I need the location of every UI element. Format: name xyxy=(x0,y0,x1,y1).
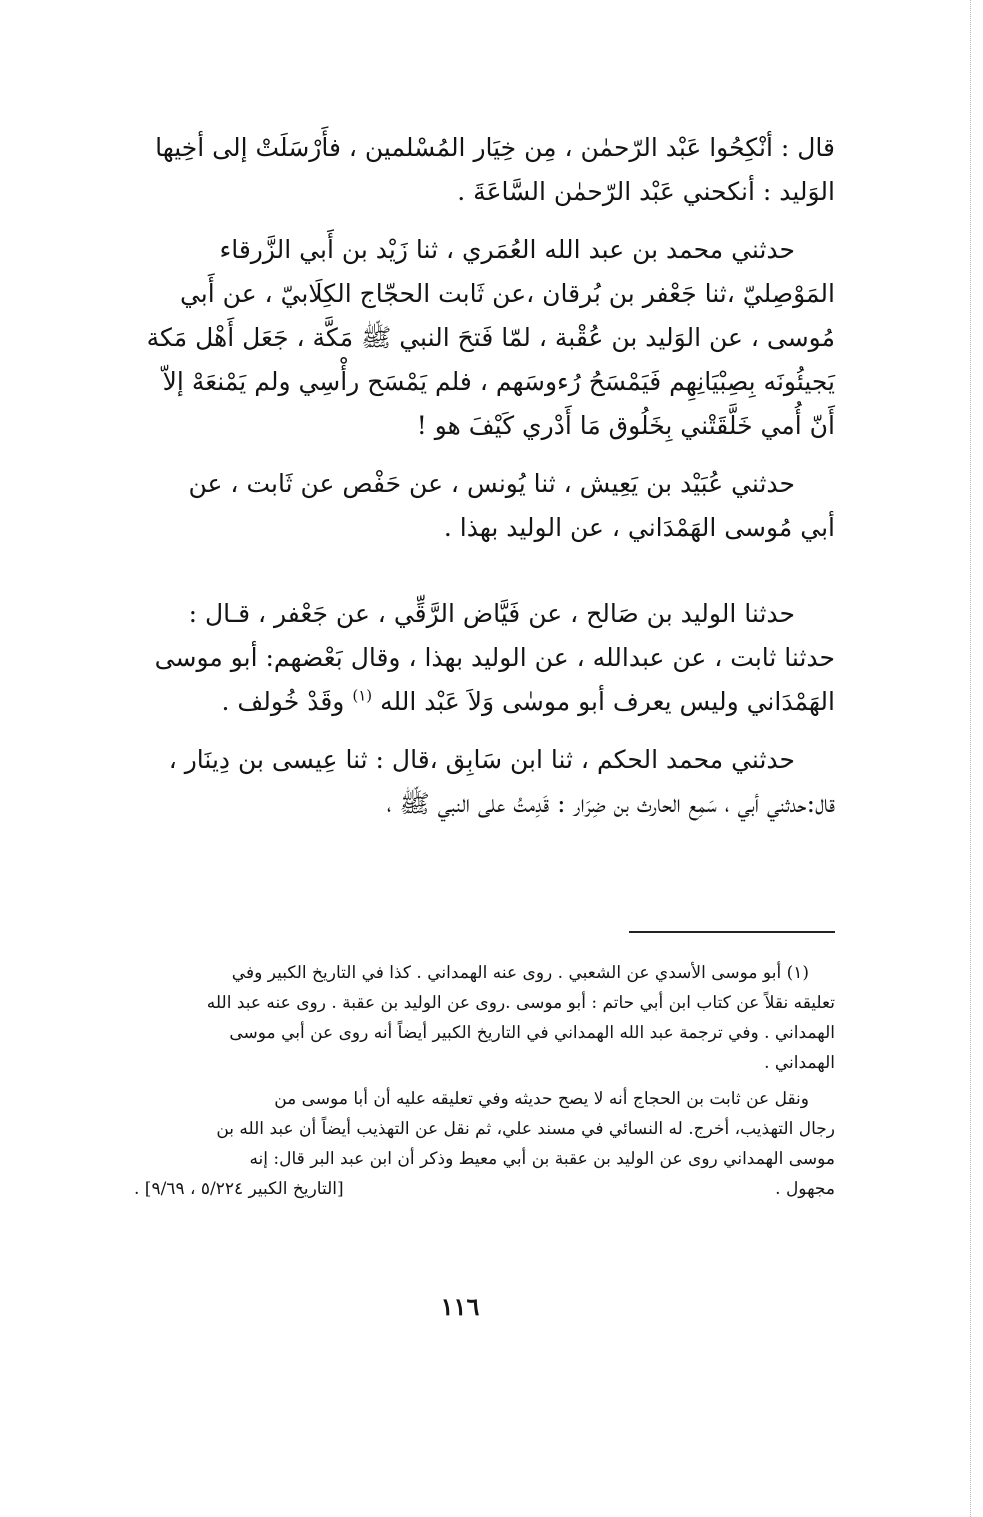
text-line: مُوسى ، عن الوَليد بن عُقْبة ، لمّا فَتحَ النبي ﷺ مَكَّة ، جَعَل أَهْل مَكة xyxy=(146,323,835,352)
text-line: يَجيئُونَه بِصِبْيَانِهِم فَيَمْسَحُ رُءوسَهم ، فلم يَمْسَح رأْسِي ولم يَمْنعَهْ إلاّ xyxy=(162,367,835,396)
main-text xyxy=(132,126,835,826)
paragraph-2 xyxy=(132,228,835,448)
paragraph-5 xyxy=(132,738,835,826)
text-line: حدثني محمد بن عبد الله العُمَري ، ثنا زَيْد بن أَبي الزَّرقاء xyxy=(219,235,795,264)
text-line: حدثني عُبَيْد بن يَعِيش ، ثنا يُونس ، عن حَفْص عن ثَابت ، عن xyxy=(188,469,795,498)
footnote-continuation xyxy=(134,1084,835,1174)
note-line: الهمداني . وفي ترجمة عبد الله الهمداني في التاريخ الكبير أيضاً أنه روى عن أبي موسى xyxy=(229,1023,835,1043)
text-line: قال : أنْكِحُوا عَبْد الرّحمٰن ، مِن خِيَار المُسْلمين ، فأَرْسَلَتْ إلى أخِيها xyxy=(155,133,835,162)
note-line: الهمداني . xyxy=(764,1053,835,1073)
footnote-1 xyxy=(134,958,835,1078)
text-line: الهَمْدَاني وليس يعرف أبو موسٰى وَلاَ عَبْد الله xyxy=(380,687,835,716)
text-line: وقَدْ خُولف . xyxy=(221,687,345,716)
note-line: رجال التهذيب، أخرج. له النسائي في مسند علي، ثم نقل عن التهذيب أيضاً أن عبد الله بن xyxy=(216,1119,835,1139)
text-line: المَوْصِليّ ،ثنا جَعْفر بن بُرقان ،عن ثَابت الحجّاج الكِلَابيّ ، عن أَبي xyxy=(179,279,835,308)
paragraph-3 xyxy=(132,462,835,550)
source-citation: [التاريخ الكبير ٥/٢٢٤ ، ٩/٦٩] . xyxy=(134,1179,344,1199)
footnote-reference: (١) xyxy=(352,686,373,705)
text-line: حدثني محمد الحكم ، ثنا ابن سَابِق ،قال : ثنا عِيسى بن دِينَار ، xyxy=(168,745,795,774)
note-line: موسى الهمداني روى عن الوليد بن عقبة بن أبي معيط وذكر أن ابن عبد البر قال: إنه xyxy=(249,1149,835,1169)
text-line: أبي مُوسى الهَمْدَاني ، عن الوليد بهذا . xyxy=(443,513,835,542)
footnote-divider xyxy=(629,931,835,933)
text-line: حدثنا الوليد بن صَالح ، عن فَيَّاض الرَّقِّي ، عن جَعْفر ، قـال : xyxy=(188,599,795,628)
text-line: الوَليد : أنكحني عَبْد الرّحمٰن السَّاعَةَ . xyxy=(457,177,835,206)
paragraph-1 xyxy=(132,126,835,214)
footnotes xyxy=(134,958,835,1204)
page-number: ١١٦ xyxy=(440,1292,480,1321)
scan-edge-line xyxy=(970,0,971,1517)
note-line: مجهول . xyxy=(775,1179,835,1199)
text-line: أَنّ أُمي خَلَّقَتْني بِخَلُوق مَا أَدْري كَيْفَ هو ! xyxy=(416,411,835,440)
footnote-final-line xyxy=(134,1174,835,1204)
text-line: حدثنا ثابت ، عن عبدالله ، عن الوليد بهذا ، وقال بَعْضهم: أبو موسى xyxy=(154,643,835,672)
paragraph-4 xyxy=(132,592,835,724)
note-line: (١) أبو موسى الأسدي عن الشعبي . روى عنه الهمداني . كذا في التاريخ الكبير وفي xyxy=(231,963,809,983)
note-line: ونقل عن ثابت بن الحجاج أنه لا يصح حديثه وفي تعليقه عليه أن أبا موسى من xyxy=(274,1089,809,1109)
text-line: قال:حدثني أبي ، سَمِع الحارث بن ضِرَار : قَدِمتُ على النبي ﷺ ، xyxy=(386,789,835,818)
note-line: تعليقه نقلاً عن كتاب ابن أبي حاتم : أبو موسى .روى عن الوليد بن عقبة . روى عنه عبد الله xyxy=(206,993,835,1013)
